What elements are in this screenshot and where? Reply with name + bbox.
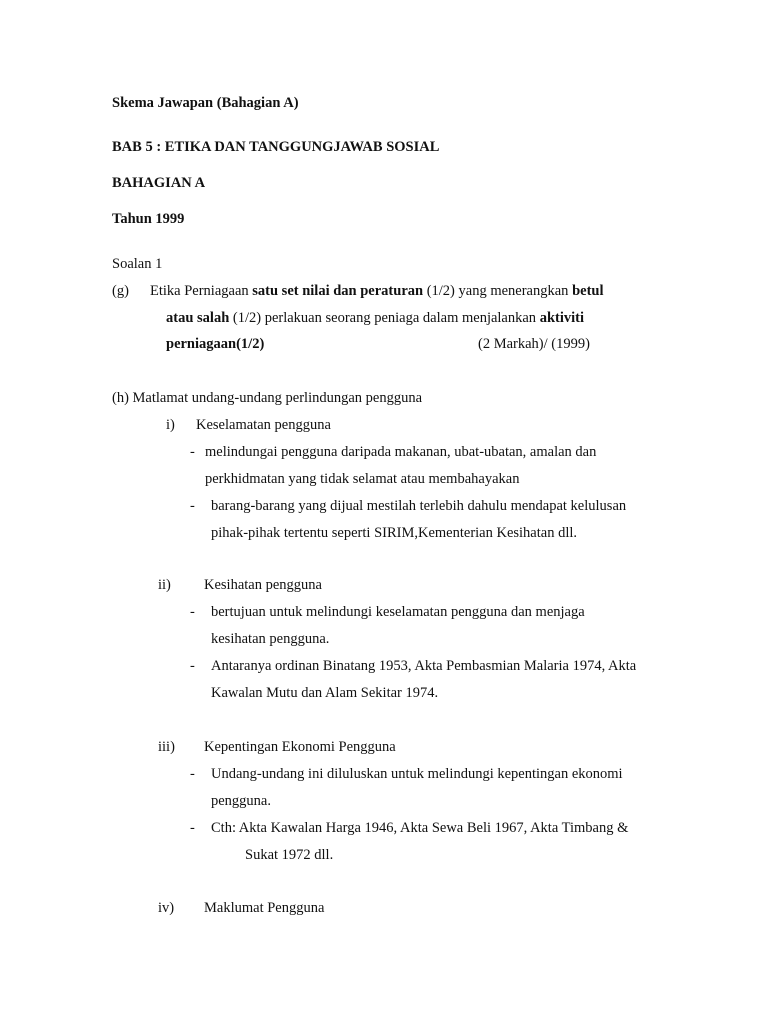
- year-heading: Tahun 1999: [112, 211, 185, 227]
- bullet-dash: -: [190, 604, 195, 620]
- part-g-line-2: [166, 309, 584, 327]
- part-h-heading: (h) Matlamat undang-undang perlindungan pengguna: [112, 390, 423, 406]
- bullet-line: Antaranya ordinan Binatang 1953, Akta Pembasmian Malaria 1974, Akta: [211, 658, 637, 674]
- bullet-line: bertujuan untuk melindungi keselamatan pengguna dan menjaga: [211, 604, 585, 620]
- item-number: ii): [158, 577, 171, 593]
- part-g-text: Etika Perniagaan: [150, 283, 253, 299]
- bullet-dash: -: [190, 444, 195, 460]
- section-title: BAHAGIAN A: [112, 175, 206, 191]
- part-g-bold-term: aktiviti: [539, 310, 584, 326]
- bullet-dash: -: [190, 498, 195, 514]
- part-g-bold-term: betul: [572, 283, 604, 299]
- bullet-line: pengguna.: [211, 793, 271, 809]
- bullet-line: Cth: Akta Kawalan Harga 1946, Akta Sewa Beli 1967, Akta Timbang &: [211, 820, 629, 836]
- item-number: iv): [158, 900, 175, 916]
- bullet-line: barang-barang yang dijual mestilah terlebih dahulu mendapat kelulusan: [211, 498, 627, 514]
- chapter-title: BAB 5 : ETIKA DAN TANGGUNGJAWAB SOSIAL: [112, 139, 440, 155]
- part-g-bold-term: atau salah: [166, 310, 230, 326]
- part-g-marker: (g): [112, 283, 129, 299]
- item-title: Maklumat Pengguna: [204, 900, 325, 916]
- part-g-text: (1/2) perlakuan seorang peniaga dalam menjalankan: [229, 310, 540, 326]
- bullet-dash: -: [190, 766, 195, 782]
- part-g-line-3: perniagaan(1/2): [166, 336, 265, 352]
- item-title: Kesihatan pengguna: [204, 577, 322, 593]
- question-label: Soalan 1: [112, 256, 163, 272]
- part-g-line-1: [150, 282, 603, 300]
- item-number: i): [166, 417, 175, 433]
- bullet-dash: -: [190, 820, 195, 836]
- bullet-line: pihak-pihak tertentu seperti SIRIM,Kementerian Kesihatan dll.: [211, 525, 578, 541]
- bullet-line: Sukat 1972 dll.: [245, 847, 334, 863]
- part-g-marks: (2 Markah)/ (1999): [478, 336, 590, 352]
- bullet-dash: -: [190, 658, 195, 674]
- bullet-line: melindungai pengguna daripada makanan, ubat-ubatan, amalan dan: [205, 444, 597, 460]
- bullet-line: perkhidmatan yang tidak selamat atau membahayakan: [205, 471, 520, 487]
- scheme-title: Skema Jawapan (Bahagian A): [112, 95, 299, 111]
- bullet-line: Undang-undang ini diluluskan untuk melindungi kepentingan ekonomi: [211, 766, 623, 782]
- bullet-line: Kawalan Mutu dan Alam Sekitar 1974.: [211, 685, 439, 701]
- bullet-line: kesihatan pengguna.: [211, 631, 330, 647]
- item-title: Keselamatan pengguna: [196, 417, 331, 433]
- part-g-text: (1/2) yang menerangkan: [423, 283, 573, 299]
- item-number: iii): [158, 739, 175, 755]
- part-g-bold-term: satu set nilai dan peraturan: [252, 283, 424, 299]
- item-title: Kepentingan Ekonomi Pengguna: [204, 739, 396, 755]
